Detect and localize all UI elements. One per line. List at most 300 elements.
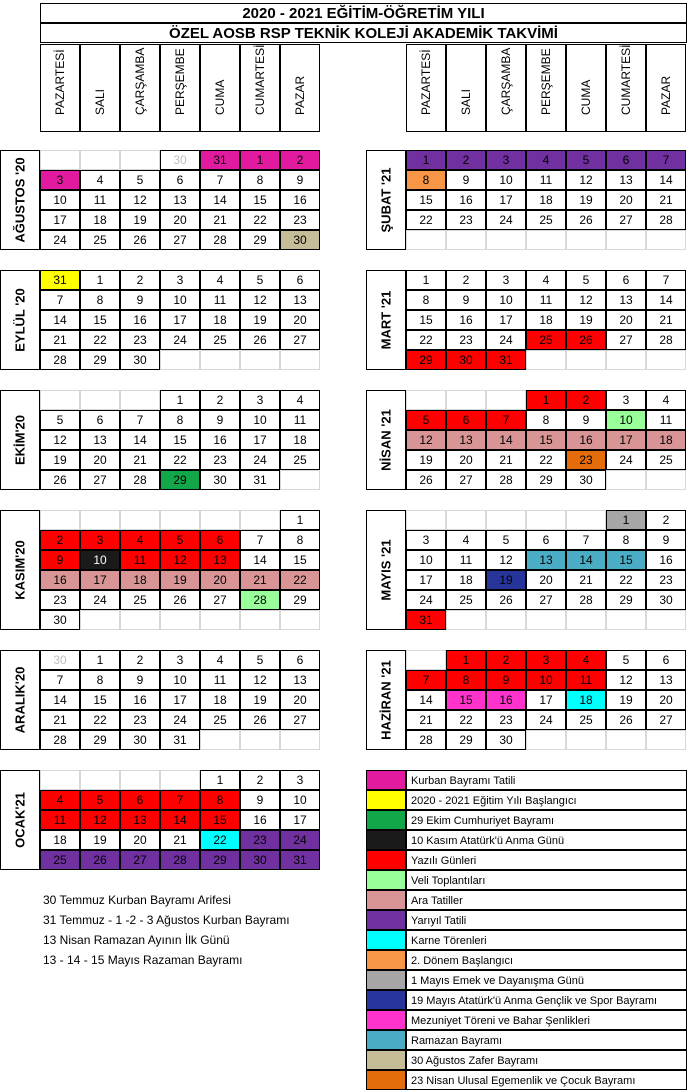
- day-cell: 25: [80, 230, 120, 250]
- day-cell: 9: [240, 790, 280, 810]
- legend-label: Yazılı Günleri: [406, 850, 687, 870]
- empty-day-cell: [280, 470, 320, 490]
- weekday-header-5: [240, 44, 280, 132]
- day-cell: 29: [446, 730, 486, 750]
- legend-label: 29 Ekim Cumhuriyet Bayramı: [406, 810, 687, 830]
- legend-swatch: [366, 990, 406, 1010]
- day-cell: 10: [160, 290, 200, 310]
- day-cell: 21: [40, 330, 80, 350]
- day-cell: 27: [160, 230, 200, 250]
- day-cell: 25: [526, 210, 566, 230]
- day-cell: 25: [646, 450, 686, 470]
- day-cell: 19: [240, 310, 280, 330]
- day-cell: 26: [240, 330, 280, 350]
- day-cell: 14: [406, 690, 446, 710]
- day-cell: 24: [40, 230, 80, 250]
- empty-day-cell: [240, 510, 280, 530]
- day-cell: 7: [240, 530, 280, 550]
- day-cell: 11: [526, 170, 566, 190]
- legend-swatch: [366, 870, 406, 890]
- day-cell: 12: [160, 550, 200, 570]
- day-cell: 4: [526, 150, 566, 170]
- month-name: EYLÜL '20: [12, 288, 28, 352]
- empty-day-cell: [160, 610, 200, 630]
- empty-day-cell: [200, 350, 240, 370]
- day-cell: 19: [566, 190, 606, 210]
- day-cell: 3: [80, 530, 120, 550]
- weekday-label: PAZAR: [659, 75, 673, 115]
- day-cell: 19: [80, 830, 120, 850]
- legend-swatch: [366, 1030, 406, 1050]
- day-cell: 13: [280, 290, 320, 310]
- day-cell: 9: [566, 410, 606, 430]
- day-cell: 29: [280, 590, 320, 610]
- day-cell: 11: [526, 290, 566, 310]
- day-cell: 23: [120, 710, 160, 730]
- day-cell: 19: [40, 450, 80, 470]
- day-cell: 7: [486, 410, 526, 430]
- weekday-header-6: [646, 44, 686, 132]
- day-cell: 13: [120, 810, 160, 830]
- weekday-header-4: [200, 44, 240, 132]
- day-cell: 17: [486, 310, 526, 330]
- day-cell: 22: [80, 710, 120, 730]
- empty-day-cell: [80, 150, 120, 170]
- month-name: EKİM'20: [12, 414, 28, 466]
- day-cell: 3: [486, 150, 526, 170]
- day-cell: 15: [160, 430, 200, 450]
- day-cell: 1: [80, 650, 120, 670]
- day-cell: 3: [240, 390, 280, 410]
- day-cell: 30: [120, 730, 160, 750]
- day-cell: 4: [646, 390, 686, 410]
- day-cell: 12: [486, 550, 526, 570]
- day-cell: 14: [160, 810, 200, 830]
- day-cell: 12: [566, 290, 606, 310]
- day-cell: 20: [120, 830, 160, 850]
- weekday-label: CUMA: [579, 79, 593, 115]
- day-cell: 23: [200, 450, 240, 470]
- empty-day-cell: [40, 150, 80, 170]
- day-cell: 25: [40, 850, 80, 870]
- day-cell: 24: [160, 710, 200, 730]
- empty-day-cell: [40, 770, 80, 790]
- day-cell: 20: [446, 450, 486, 470]
- weekday-header-5: [606, 44, 646, 132]
- empty-day-cell: [280, 730, 320, 750]
- day-cell: 21: [200, 210, 240, 230]
- day-cell: 24: [526, 710, 566, 730]
- day-cell: 16: [120, 690, 160, 710]
- empty-day-cell: [120, 770, 160, 790]
- day-cell: 5: [566, 270, 606, 290]
- day-cell: 30: [566, 470, 606, 490]
- day-cell: 16: [200, 430, 240, 450]
- page-title: 2020 - 2021 EĞİTİM-ÖĞRETİM YILI: [40, 3, 687, 23]
- day-cell: 3: [40, 170, 80, 190]
- weekday-header-4: [566, 44, 606, 132]
- day-cell: 16: [280, 190, 320, 210]
- empty-day-cell: [486, 510, 526, 530]
- day-cell: 2: [646, 510, 686, 530]
- empty-day-cell: [646, 230, 686, 250]
- empty-day-cell: [280, 350, 320, 370]
- day-cell: 3: [526, 650, 566, 670]
- legend-swatch: [366, 830, 406, 850]
- day-cell: 22: [606, 570, 646, 590]
- day-cell: 7: [160, 790, 200, 810]
- day-cell: 1: [280, 510, 320, 530]
- day-cell: 6: [606, 150, 646, 170]
- empty-day-cell: [40, 390, 80, 410]
- day-cell: 4: [280, 390, 320, 410]
- day-cell: 2: [566, 390, 606, 410]
- empty-day-cell: [406, 390, 446, 410]
- day-cell: 24: [80, 590, 120, 610]
- legend-swatch: [366, 890, 406, 910]
- day-cell: 21: [120, 450, 160, 470]
- day-cell: 9: [120, 290, 160, 310]
- day-cell: 4: [200, 650, 240, 670]
- day-cell: 17: [160, 690, 200, 710]
- empty-day-cell: [160, 350, 200, 370]
- day-cell: 25: [120, 590, 160, 610]
- day-cell: 21: [646, 190, 686, 210]
- day-cell: 25: [566, 710, 606, 730]
- day-cell: 6: [80, 410, 120, 430]
- day-cell: 5: [406, 410, 446, 430]
- month-label: [366, 390, 406, 490]
- legend-swatch: [366, 790, 406, 810]
- day-cell: 18: [646, 430, 686, 450]
- weekday-header-0: [406, 44, 446, 132]
- day-cell: 21: [240, 570, 280, 590]
- day-cell: 30: [446, 350, 486, 370]
- day-cell: 22: [280, 570, 320, 590]
- day-cell: 22: [406, 210, 446, 230]
- day-cell: 30: [160, 150, 200, 170]
- legend-label: Yarıyıl Tatili: [406, 910, 687, 930]
- day-cell: 10: [526, 670, 566, 690]
- month-label: [366, 150, 406, 250]
- day-cell: 12: [606, 670, 646, 690]
- day-cell: 20: [80, 450, 120, 470]
- day-cell: 27: [280, 710, 320, 730]
- day-cell: 14: [566, 550, 606, 570]
- day-cell: 27: [280, 330, 320, 350]
- day-cell: 8: [280, 530, 320, 550]
- day-cell: 11: [40, 810, 80, 830]
- day-cell: 12: [120, 190, 160, 210]
- weekday-label: SALI: [93, 88, 107, 115]
- day-cell: 31: [200, 150, 240, 170]
- empty-day-cell: [200, 730, 240, 750]
- day-cell: 27: [606, 210, 646, 230]
- day-cell: 20: [280, 690, 320, 710]
- day-cell: 24: [240, 450, 280, 470]
- day-cell: 26: [120, 230, 160, 250]
- day-cell: 20: [606, 310, 646, 330]
- day-cell: 4: [446, 530, 486, 550]
- day-cell: 31: [486, 350, 526, 370]
- day-cell: 5: [566, 150, 606, 170]
- month-name: HAZİRAN '21: [378, 660, 394, 740]
- day-cell: 3: [606, 390, 646, 410]
- empty-day-cell: [486, 230, 526, 250]
- empty-day-cell: [120, 610, 160, 630]
- empty-day-cell: [80, 390, 120, 410]
- day-cell: 30: [280, 230, 320, 250]
- empty-day-cell: [526, 510, 566, 530]
- empty-day-cell: [446, 390, 486, 410]
- day-cell: 25: [446, 590, 486, 610]
- day-cell: 2: [40, 530, 80, 550]
- month-name: OCAK'21: [12, 792, 28, 848]
- empty-day-cell: [566, 730, 606, 750]
- day-cell: 25: [526, 330, 566, 350]
- empty-day-cell: [446, 230, 486, 250]
- month-name: ŞUBAT '21: [378, 167, 394, 233]
- month-label: [366, 650, 406, 750]
- day-cell: 17: [406, 570, 446, 590]
- day-cell: 30: [486, 730, 526, 750]
- day-cell: 13: [160, 190, 200, 210]
- weekday-label: CUMARTESİ: [619, 44, 633, 115]
- day-cell: 28: [646, 330, 686, 350]
- day-cell: 23: [40, 590, 80, 610]
- day-cell: 24: [160, 330, 200, 350]
- legend-swatch: [366, 910, 406, 930]
- empty-day-cell: [200, 510, 240, 530]
- weekday-label: ÇARŞAMBA: [499, 47, 513, 115]
- day-cell: 17: [526, 690, 566, 710]
- empty-day-cell: [446, 610, 486, 630]
- empty-day-cell: [566, 230, 606, 250]
- note-line: 13 - 14 - 15 Mayıs Razaman Bayramı: [43, 953, 243, 967]
- month-label: [0, 270, 40, 370]
- legend-swatch: [366, 930, 406, 950]
- legend-label: 30 Ağustos Zafer Bayramı: [406, 1050, 687, 1070]
- month-name: MAYIS '21: [378, 539, 394, 601]
- day-cell: 3: [160, 270, 200, 290]
- day-cell: 11: [120, 550, 160, 570]
- legend-label: Ramazan Bayramı: [406, 1030, 687, 1050]
- legend-swatch: [366, 1050, 406, 1070]
- day-cell: 5: [160, 530, 200, 550]
- day-cell: 8: [80, 290, 120, 310]
- empty-day-cell: [646, 730, 686, 750]
- day-cell: 31: [160, 730, 200, 750]
- day-cell: 24: [486, 330, 526, 350]
- day-cell: 13: [280, 670, 320, 690]
- day-cell: 4: [566, 650, 606, 670]
- day-cell: 15: [80, 690, 120, 710]
- empty-day-cell: [606, 610, 646, 630]
- empty-day-cell: [486, 610, 526, 630]
- day-cell: 18: [80, 210, 120, 230]
- day-cell: 29: [200, 850, 240, 870]
- day-cell: 17: [80, 570, 120, 590]
- day-cell: 1: [406, 270, 446, 290]
- day-cell: 13: [200, 550, 240, 570]
- day-cell: 15: [80, 310, 120, 330]
- day-cell: 24: [280, 830, 320, 850]
- legend-swatch: [366, 1010, 406, 1030]
- day-cell: 18: [40, 830, 80, 850]
- day-cell: 24: [406, 590, 446, 610]
- day-cell: 25: [200, 330, 240, 350]
- note-line: 31 Temmuz - 1 -2 - 3 Ağustos Kurban Bayramı: [43, 913, 290, 927]
- empty-day-cell: [646, 470, 686, 490]
- month-label: [0, 150, 40, 250]
- day-cell: 4: [120, 530, 160, 550]
- day-cell: 11: [566, 670, 606, 690]
- day-cell: 11: [200, 290, 240, 310]
- month-label: [0, 510, 40, 630]
- day-cell: 9: [40, 550, 80, 570]
- day-cell: 10: [40, 190, 80, 210]
- day-cell: 9: [200, 410, 240, 430]
- legend-swatch: [366, 810, 406, 830]
- day-cell: 30: [40, 610, 80, 630]
- day-cell: 13: [606, 170, 646, 190]
- day-cell: 5: [120, 170, 160, 190]
- day-cell: 13: [446, 430, 486, 450]
- day-cell: 7: [406, 670, 446, 690]
- day-cell: 26: [80, 850, 120, 870]
- day-cell: 12: [406, 430, 446, 450]
- empty-day-cell: [160, 510, 200, 530]
- month-label: [366, 270, 406, 370]
- day-cell: 20: [200, 570, 240, 590]
- day-cell: 20: [526, 570, 566, 590]
- day-cell: 18: [446, 570, 486, 590]
- weekday-header-3: [526, 44, 566, 132]
- day-cell: 8: [446, 670, 486, 690]
- day-cell: 18: [200, 690, 240, 710]
- weekday-label: ÇARŞAMBA: [133, 47, 147, 115]
- day-cell: 16: [646, 550, 686, 570]
- weekday-header-1: [446, 44, 486, 132]
- day-cell: 2: [240, 770, 280, 790]
- day-cell: 22: [80, 330, 120, 350]
- day-cell: 16: [40, 570, 80, 590]
- day-cell: 17: [240, 430, 280, 450]
- day-cell: 7: [120, 410, 160, 430]
- day-cell: 23: [280, 210, 320, 230]
- day-cell: 7: [566, 530, 606, 550]
- day-cell: 15: [406, 190, 446, 210]
- empty-day-cell: [240, 610, 280, 630]
- day-cell: 6: [160, 170, 200, 190]
- empty-day-cell: [566, 610, 606, 630]
- empty-day-cell: [120, 390, 160, 410]
- day-cell: 22: [446, 710, 486, 730]
- day-cell: 17: [280, 810, 320, 830]
- day-cell: 14: [646, 290, 686, 310]
- day-cell: 16: [486, 690, 526, 710]
- day-cell: 27: [446, 470, 486, 490]
- day-cell: 13: [646, 670, 686, 690]
- day-cell: 30: [240, 850, 280, 870]
- day-cell: 28: [40, 730, 80, 750]
- day-cell: 12: [566, 170, 606, 190]
- empty-day-cell: [606, 230, 646, 250]
- day-cell: 17: [160, 310, 200, 330]
- day-cell: 19: [160, 570, 200, 590]
- day-cell: 28: [240, 590, 280, 610]
- day-cell: 26: [240, 710, 280, 730]
- day-cell: 27: [606, 330, 646, 350]
- note-line: 13 Nisan Ramazan Ayının İlk Günü: [43, 933, 230, 947]
- day-cell: 2: [280, 150, 320, 170]
- day-cell: 8: [200, 790, 240, 810]
- day-cell: 30: [200, 470, 240, 490]
- legend-label: Veli Toplantıları: [406, 870, 687, 890]
- day-cell: 23: [486, 710, 526, 730]
- empty-day-cell: [200, 610, 240, 630]
- day-cell: 21: [646, 310, 686, 330]
- legend-label: 2. Dönem Başlangıcı: [406, 950, 687, 970]
- day-cell: 26: [160, 590, 200, 610]
- day-cell: 15: [280, 550, 320, 570]
- day-cell: 14: [40, 310, 80, 330]
- day-cell: 12: [40, 430, 80, 450]
- empty-day-cell: [80, 610, 120, 630]
- empty-day-cell: [606, 730, 646, 750]
- day-cell: 4: [526, 270, 566, 290]
- empty-day-cell: [160, 770, 200, 790]
- empty-day-cell: [486, 390, 526, 410]
- weekday-label: PAZARTESİ: [419, 49, 433, 115]
- day-cell: 29: [526, 470, 566, 490]
- day-cell: 11: [280, 410, 320, 430]
- day-cell: 7: [646, 270, 686, 290]
- day-cell: 11: [646, 410, 686, 430]
- day-cell: 4: [40, 790, 80, 810]
- legend-label: 1 Mayıs Emek ve Dayanışma Günü: [406, 970, 687, 990]
- day-cell: 5: [80, 790, 120, 810]
- empty-day-cell: [406, 230, 446, 250]
- day-cell: 2: [446, 150, 486, 170]
- day-cell: 29: [80, 730, 120, 750]
- day-cell: 21: [406, 710, 446, 730]
- weekday-label: CUMA: [213, 79, 227, 115]
- day-cell: 11: [446, 550, 486, 570]
- empty-day-cell: [406, 510, 446, 530]
- day-cell: 28: [40, 350, 80, 370]
- day-cell: 8: [526, 410, 566, 430]
- day-cell: 21: [160, 830, 200, 850]
- day-cell: 7: [646, 150, 686, 170]
- empty-day-cell: [80, 770, 120, 790]
- day-cell: 21: [40, 710, 80, 730]
- empty-day-cell: [280, 610, 320, 630]
- day-cell: 26: [606, 710, 646, 730]
- day-cell: 1: [80, 270, 120, 290]
- legend-swatch: [366, 1070, 406, 1090]
- day-cell: 7: [40, 670, 80, 690]
- day-cell: 9: [280, 170, 320, 190]
- empty-day-cell: [80, 510, 120, 530]
- day-cell: 23: [566, 450, 606, 470]
- empty-day-cell: [606, 350, 646, 370]
- legend-label: 19 Mayıs Atatürk'ü Anma Gençlik ve Spor Bayramı: [406, 990, 687, 1010]
- day-cell: 3: [160, 650, 200, 670]
- day-cell: 28: [406, 730, 446, 750]
- weekday-label: PERŞEMBE: [173, 48, 187, 115]
- day-cell: 10: [80, 550, 120, 570]
